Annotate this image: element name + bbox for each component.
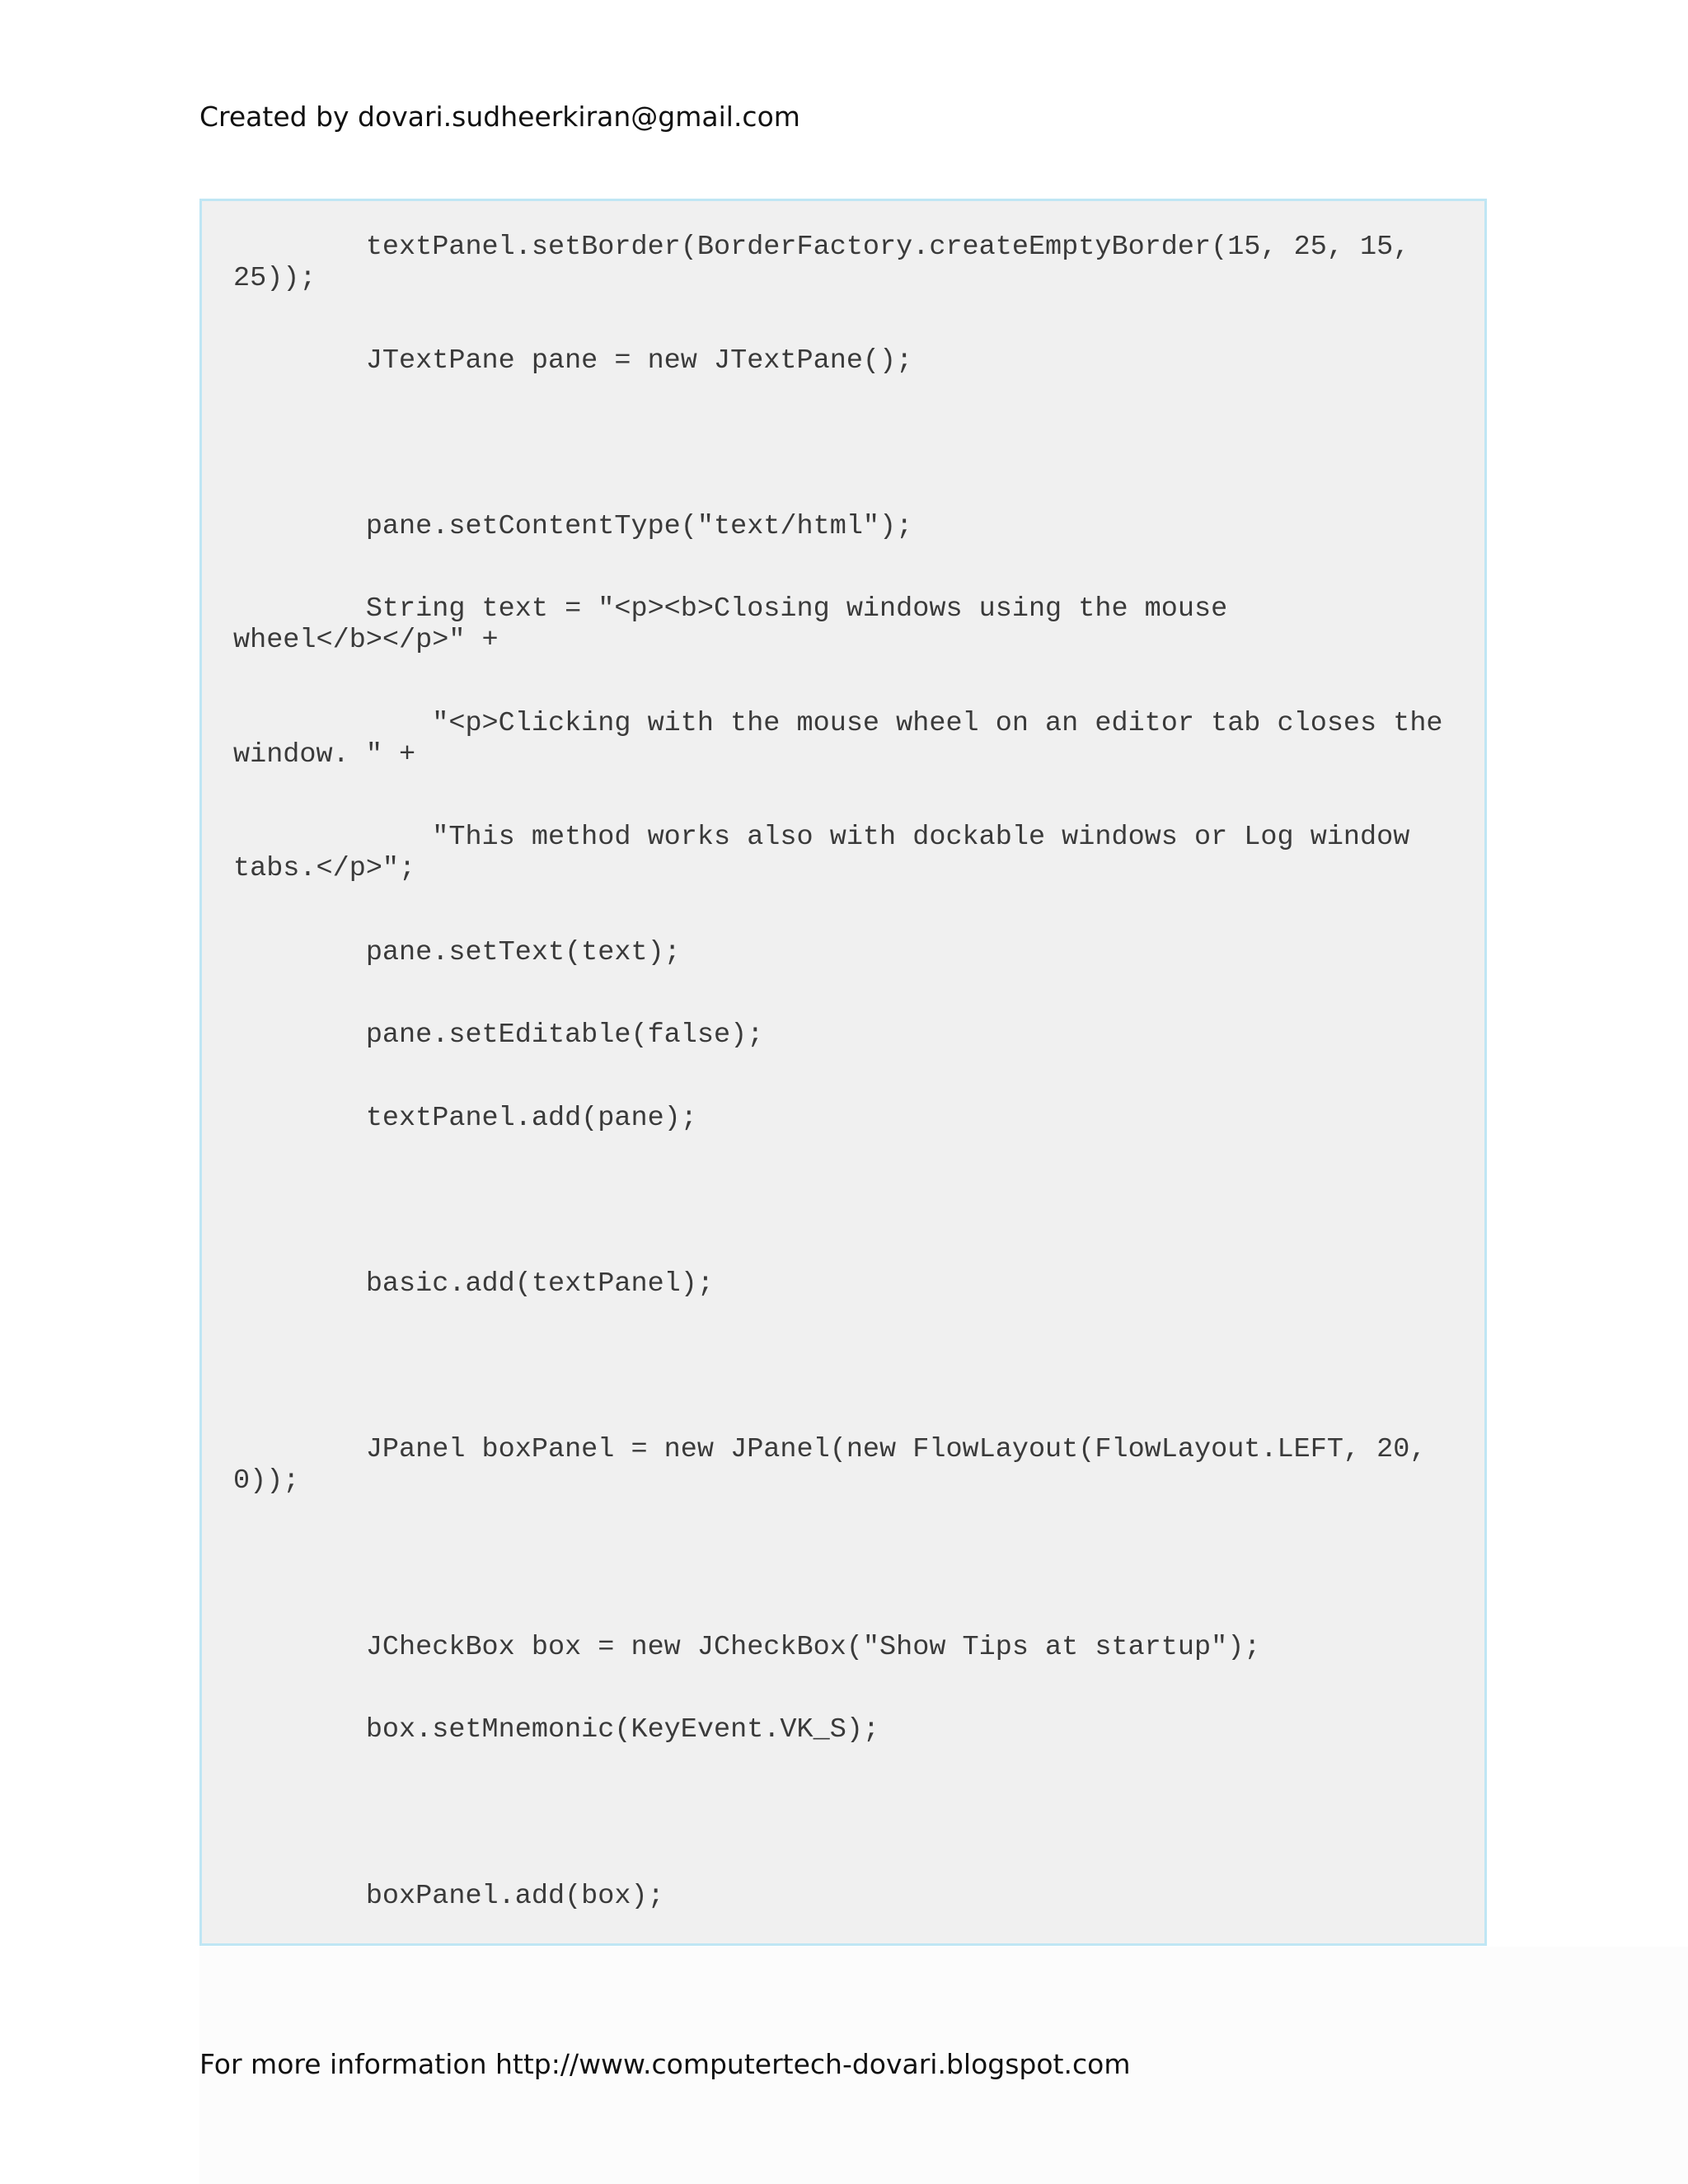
- page-header: Created by dovari.sudheerkiran@gmail.com: [199, 101, 800, 133]
- code-line: pane.setEditable(false);: [233, 1019, 764, 1051]
- code-line: JTextPane pane = new JTextPane();: [233, 345, 913, 377]
- code-line: "This method works also with dockable windows or Log window tabs.</p>";: [233, 822, 1410, 884]
- code-line: JPanel boxPanel = new JPanel(new FlowLayout(FlowLayout.LEFT, 20, 0));: [233, 1434, 1427, 1497]
- code-line: boxPanel.add(box);: [233, 1881, 664, 1912]
- code-line: String text = "<p><b>Closing windows using the mouse wheel</b></p>" +: [233, 593, 1228, 656]
- code-line: JCheckBox box = new JCheckBox("Show Tips at startup");: [233, 1632, 1261, 1663]
- code-line: textPanel.setBorder(BorderFactory.createEmptyBorder(15, 25, 15, 25));: [233, 232, 1410, 294]
- code-line: pane.setText(text);: [233, 937, 681, 968]
- code-block: [199, 199, 1487, 1946]
- code-line: "<p>Clicking with the mouse wheel on an editor tab closes the window. " +: [233, 708, 1443, 771]
- page-footer: For more information http://www.computertech-dovari.blogspot.com: [199, 2048, 1131, 2080]
- code-line: textPanel.add(pane);: [233, 1103, 697, 1134]
- code-line: box.setMnemonic(KeyEvent.VK_S);: [233, 1714, 880, 1746]
- code-line: pane.setContentType("text/html");: [233, 511, 913, 542]
- code-line: basic.add(textPanel);: [233, 1268, 714, 1300]
